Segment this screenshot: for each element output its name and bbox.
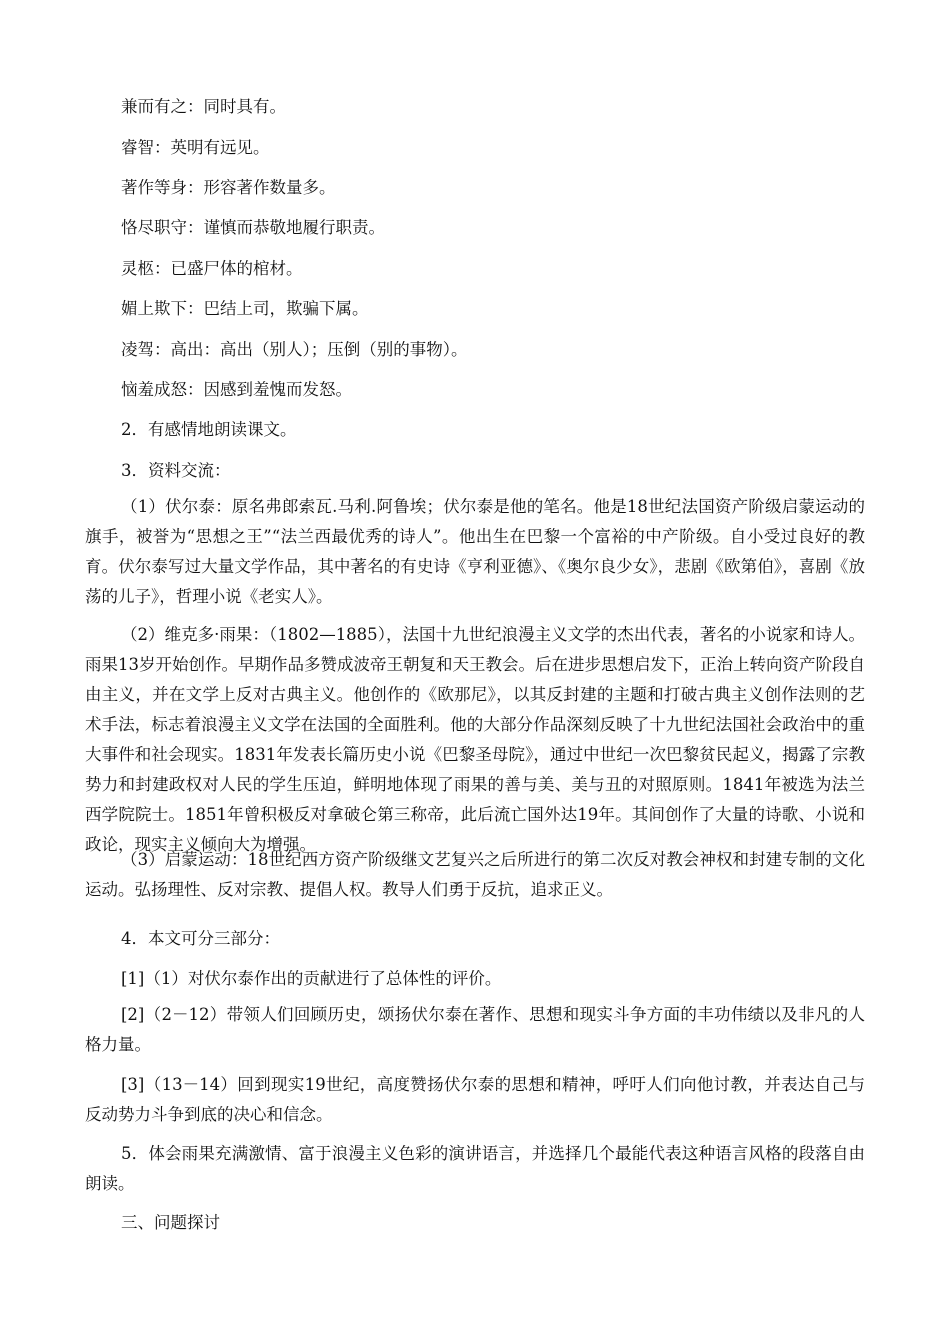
item-appreciate-language: 5．体会雨果充满激情、富于浪漫主义色彩的演讲语言，并选择几个最能代表这种语言风格的段落自由朗读。 (85, 1144, 865, 1193)
vocab-lingjiu: 灵柩：已盛尸体的棺材。 (121, 259, 303, 278)
part-one: [1]（1）对伏尔泰作出的贡献进行了总体性的评价。 (121, 969, 502, 988)
vocab-ruizhi: 睿智：英明有远见。 (121, 138, 270, 157)
vocab-naoxiuchengnu: 恼羞成怒：因感到羞愧而发怒。 (121, 380, 352, 399)
vocab-kejinzhishou: 恪尽职守：谨慎而恭敬地履行职责。 (121, 218, 385, 237)
reference-enlightenment: （3）启蒙运动：18世纪西方资产阶级继文艺复兴之后所进行的第二次反对教会神权和封建专制的文化运动。弘扬理性、反对宗教、提倡人权。教导人们勇于反抗，追求正义。 (85, 850, 865, 899)
reference-hugo: （2）维克多·雨果：（1802—1885），法国十九世纪浪漫主义文学的杰出代表，著名的小说家和诗人。雨果13岁开始创作。早期作品多赞成波帝王朝复和天王教会。后在进步思想启发下，正治上转向资产阶段自由主义，并在文学上反对古典主义。他创作的《欧那尼》，以其反封建的主题和打破古典主义创作法则的艺术手法，标志着浪漫主义文学在法国的全面胜利。他的大部分作品深刻反映了十九世纪法国社会政治中的重大事件和社会现实。1831年发表长篇历史小说《巴黎圣母院》，通过中世纪一次巴黎贫民起义，揭露了宗教势力和封建政权对人民的学生压迫，鲜明地体现了雨果的善与美、美与丑的对照原则。1841年被选为法兰西学院院士。1851年曾积极反对拿破仑第三称帝，此后流亡国外达19年。其间创作了大量的诗歌、小说和政论，现实主义倾向大为增强。 (85, 625, 865, 854)
reference-voltaire: （1）伏尔泰：原名弗郎索瓦.马利.阿鲁埃；伏尔泰是他的笔名。他是18世纪法国资产阶级启蒙运动的旗手，被誉为“思想之王”“法兰西最优秀的诗人”。他出生在巴黎一个富裕的中产阶级。自小受过良好的教育。伏尔泰写过大量文学作品，其中著名的有史诗《亨利亚德》、《奥尔良少女》，悲剧《欧第伯》，喜剧《放荡的儿子》，哲理小说《老实人》。 (85, 497, 865, 606)
vocab-jianeryouzhi: 兼而有之：同时具有。 (121, 97, 286, 116)
item-three-parts: 4．本文可分三部分： (121, 929, 280, 948)
section-heading-problems: 三、问题探讨 (121, 1213, 220, 1232)
vocab-lingjia: 凌驾：高出：高出（别人）；压倒（别的事物）。 (121, 340, 468, 359)
item-read-aloud: 2．有感情地朗读课文。 (121, 420, 297, 439)
vocab-zhuzuodengshen: 著作等身：形容著作数量多。 (121, 178, 336, 197)
part-three: [3]（13－14）回到现实19世纪，高度赞扬伏尔泰的思想和精神，呼吁人们向他讨教，并表达自己与反动势力斗争到底的决心和信念。 (85, 1075, 865, 1124)
item-material-exchange: 3．资料交流： (121, 461, 231, 480)
vocab-meishangqixia: 媚上欺下：巴结上司，欺骗下属。 (121, 299, 369, 318)
part-two: [2]（2－12）带领人们回顾历史，颂扬伏尔泰在著作、思想和现实斗争方面的丰功伟绩以及非凡的人格力量。 (85, 1005, 865, 1054)
